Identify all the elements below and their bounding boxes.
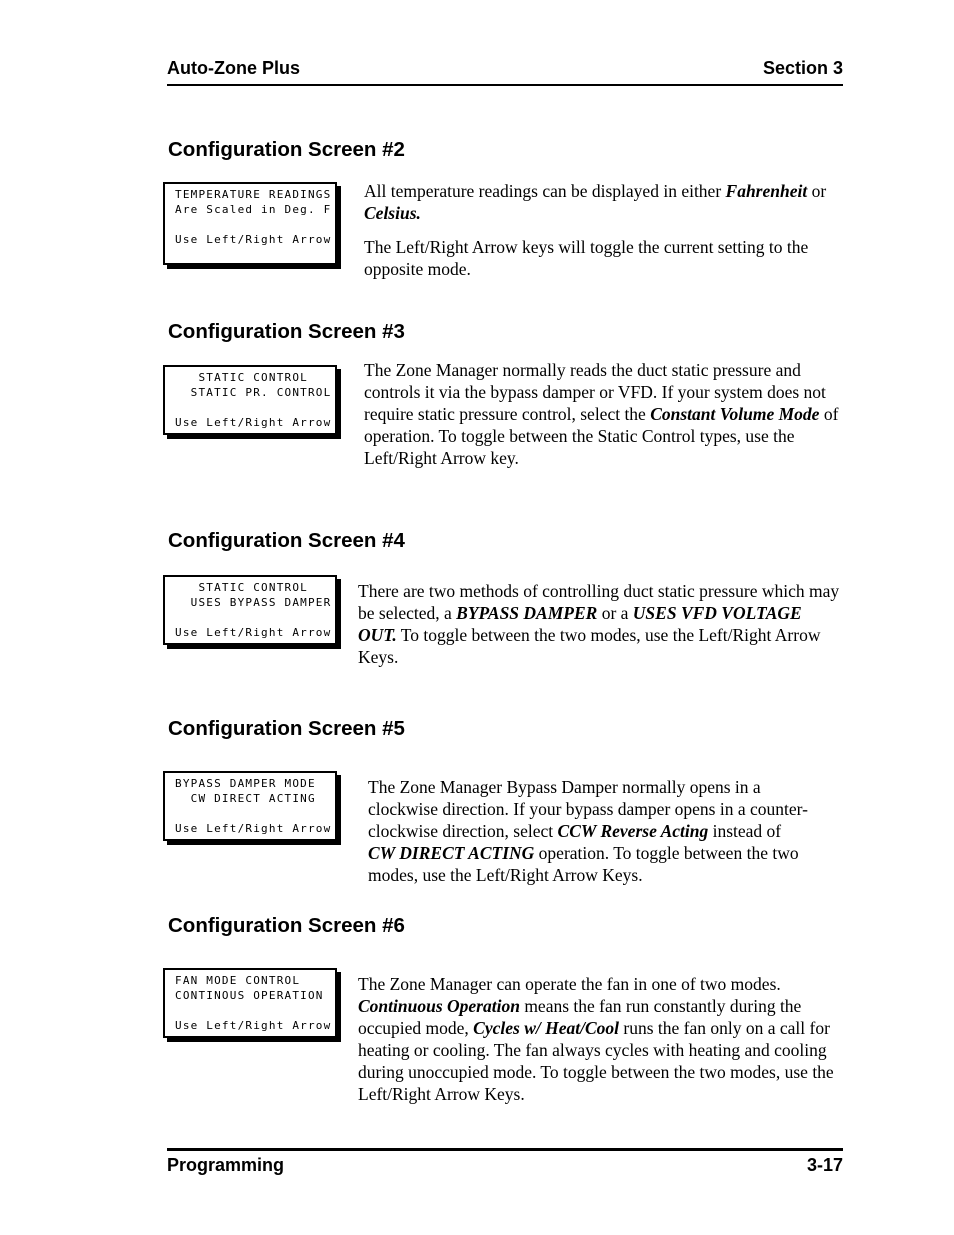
footer-chapter: Programming bbox=[167, 1155, 285, 1175]
lcd-line: Use Left/Right Arrow bbox=[175, 416, 332, 429]
paragraph bbox=[358, 580, 840, 668]
text-run: To toggle between the two modes, use the Left/Right Arrow Keys. bbox=[358, 625, 821, 667]
lcd-line bbox=[165, 217, 335, 232]
text-run: The Zone Manager can operate the fan in one of two modes. bbox=[358, 974, 781, 994]
footer-rule bbox=[167, 1148, 843, 1151]
header-section: Section 3 bbox=[762, 58, 843, 78]
text-run: All temperature readings can be displayed in either bbox=[364, 181, 726, 201]
text-run: There are two methods of controlling duct static pressure which may be selected, a bbox=[358, 581, 840, 623]
section-text bbox=[358, 973, 842, 1117]
emphasis-text: Cycles w/ Heat/Cool bbox=[473, 1018, 619, 1038]
emphasis-text: Constant Volume Mode bbox=[650, 404, 820, 424]
header-rule bbox=[167, 84, 843, 86]
paragraph: The Left/Right Arrow keys will toggle the current setting to the opposite mode. bbox=[364, 237, 809, 279]
emphasis-text: Celsius. bbox=[364, 203, 421, 223]
lcd-line: Use Left/Right Arrow bbox=[175, 626, 332, 639]
section-title: Configuration Screen #6 bbox=[168, 914, 405, 937]
lcd-line: Use Left/Right Arrow bbox=[175, 233, 332, 246]
lcd-display bbox=[163, 575, 337, 645]
section-text bbox=[358, 580, 840, 680]
page-number: 3-17 bbox=[806, 1155, 843, 1175]
paragraph bbox=[364, 180, 842, 224]
section-text bbox=[364, 180, 842, 292]
text-run: means the fan run constantly during the occupied mode, bbox=[358, 996, 802, 1038]
section-text bbox=[364, 359, 844, 481]
emphasis-text: Continuous Operation bbox=[358, 996, 520, 1016]
lcd-line bbox=[165, 400, 335, 415]
lcd-display bbox=[163, 968, 337, 1038]
emphasis-text: Fahrenheit bbox=[725, 181, 808, 201]
lcd-line bbox=[165, 610, 335, 625]
text-run: or a bbox=[597, 603, 633, 623]
text-run: of operation. To toggle between the Static Control types, use the Left/Right Arrow key. bbox=[364, 404, 839, 468]
lcd-line: STATIC CONTROL bbox=[175, 371, 308, 384]
text-run: The Zone Manager normally reads the duct static pressure and controls it via the bypass damper or VFD. If your system does not require static pressure control, select the bbox=[364, 360, 826, 424]
emphasis-text: USES VFD VOLTAGE OUT. bbox=[358, 603, 802, 645]
lcd-line bbox=[165, 806, 335, 821]
lcd-line: CW DIRECT ACTING bbox=[175, 792, 316, 805]
section-title: Configuration Screen #3 bbox=[168, 320, 405, 343]
lcd-display bbox=[163, 182, 337, 265]
text-run: operation. To toggle between the two modes, use the Left/Right Arrow Keys. bbox=[368, 843, 799, 885]
text-run: instead of bbox=[708, 821, 782, 841]
emphasis-text: CW DIRECT ACTING bbox=[368, 843, 535, 863]
text-run: The Zone Manager Bypass Damper normally opens in a clockwise direction. If your bypass damper opens in a counter-clockwise direction, select bbox=[368, 777, 808, 841]
section-text bbox=[368, 776, 808, 898]
lcd-line: Use Left/Right Arrow bbox=[175, 822, 332, 835]
lcd-display bbox=[163, 771, 337, 841]
section-title: Configuration Screen #2 bbox=[168, 138, 405, 161]
page-footer bbox=[167, 1155, 843, 1176]
text-run: runs the fan only on a call for heating or cooling. The fan always cycles with heating and cooling during unoccupied mode. To toggle between the two modes, use the Left/Right Arrow Keys. bbox=[358, 1018, 834, 1104]
lcd-line: Are Scaled in Deg. F bbox=[175, 203, 332, 216]
page-header bbox=[167, 58, 843, 79]
lcd-display bbox=[163, 365, 337, 435]
text-run: or bbox=[807, 181, 827, 201]
header-title: Auto-Zone Plus bbox=[167, 58, 300, 78]
lcd-line: STATIC CONTROL bbox=[175, 581, 308, 594]
lcd-line: BYPASS DAMPER MODE bbox=[175, 777, 316, 790]
lcd-line: FAN MODE CONTROL bbox=[175, 974, 301, 987]
lcd-line: STATIC PR. CONTROL bbox=[175, 386, 332, 399]
section-title: Configuration Screen #5 bbox=[168, 717, 405, 740]
emphasis-text: BYPASS DAMPER bbox=[456, 603, 598, 623]
paragraph bbox=[368, 776, 808, 886]
lcd-line: Use Left/Right Arrow bbox=[175, 1019, 332, 1032]
lcd-line: TEMPERATURE READINGS bbox=[175, 188, 332, 201]
paragraph bbox=[358, 973, 842, 1105]
lcd-line: USES BYPASS DAMPER bbox=[175, 596, 332, 609]
lcd-line: CONTINOUS OPERATION bbox=[175, 989, 324, 1002]
section-title: Configuration Screen #4 bbox=[168, 529, 405, 552]
lcd-line bbox=[165, 1003, 335, 1018]
paragraph bbox=[364, 359, 844, 469]
emphasis-text: CCW Reverse Acting bbox=[557, 821, 709, 841]
